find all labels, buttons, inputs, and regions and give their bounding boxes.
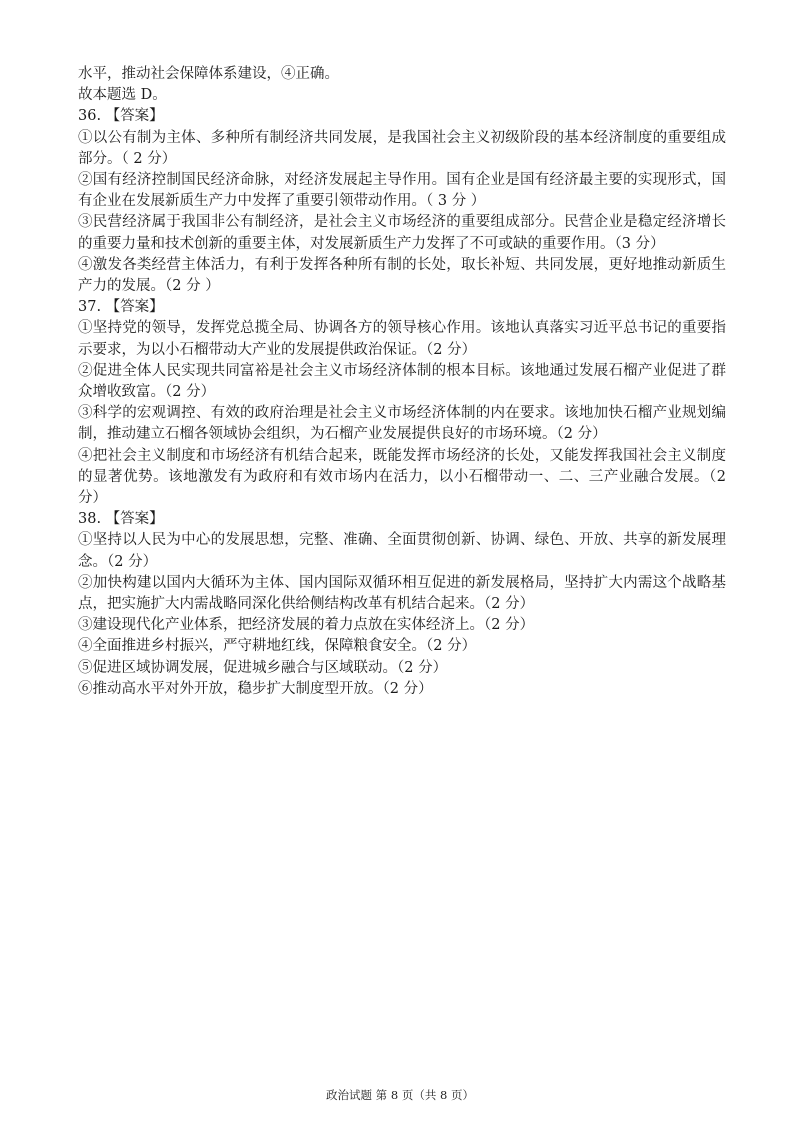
answer-38-point-3: ③建设现代化产业体系，把经济发展的着力点放在实体经济上。（2 分） [78, 617, 535, 634]
answer-36-point-2: ②国有经济控制国民经济命脉，对经济发展起主导作用。国有企业是国有经济最主要的实现形式，国有企业在发展新质生产力中发挥了重要引领带动作用。（ 3 分 ） [78, 172, 726, 210]
answer-38-point-4: ④全面推进乡村振兴，严守耕地红线，保障粮食安全。（2 分） [78, 638, 477, 655]
answer-36-point-1: ①以公有制为主体、多种所有制经济共同发展，是我国社会主义初级阶段的基本经济制度的重要组成部分。（ 2 分） [78, 129, 726, 167]
answer-38-point-1: ①坚持以人民为中心的发展思想，完整、准确、全面贯彻创新、协调、绿色、开放、共享的新发展理念。（2 分） [78, 532, 726, 570]
answer-38-point-6: ⑥推动高水平对外开放，稳步扩大制度型开放。（2 分） [78, 680, 433, 697]
text-line-continuation: 水平，推动社会保障体系建设，④正确。 [78, 66, 339, 82]
answer-37-point-4: ④把社会主义制度和市场经济有机结合起来，既能发挥市场经济的长处，又能发挥我国社会主义制度的显著优势。该地激发有为政府和有效市场内在活力，以小石榴带动一、二、三产业融合发展。（2 分） [78, 447, 726, 507]
question-36-heading: 36. 【答案】 [78, 108, 164, 125]
answer-37-point-2: ②促进全体人民实现共同富裕是社会主义市场经济体制的根本目标。该地通过发展石榴产业促进了群众增收致富。（2 分） [78, 362, 726, 401]
answer-text-block [78, 64, 726, 700]
answer-38-point-2: ②加快构建以国内大循环为主体、国内国际双循环相互促进的新发展格局，坚持扩大内需这个战略基点，把实施扩大内需战略同深化供给侧结构改革有机结合起来。（2 分） [78, 574, 726, 613]
answer-37-point-3: ③科学的宏观调控、有效的政府治理是社会主义市场经济体制的内在要求。该地加快石榴产业规划编制，推动建立石榴各领域协会组织，为石榴产业发展提供良好的市场环境。（2 分） [78, 405, 726, 443]
answer-38-point-5: ⑤促进区域协调发展，促进城乡融合与区域联动。（2 分） [78, 659, 448, 676]
page-footer: 政治试题 第 8 页（共 8 页） [326, 1088, 474, 1102]
answer-37-point-1: ①坚持党的领导，发挥党总揽全局、协调各方的领导核心作用。该地认真落实习近平总书记的重要指示要求，为以小石榴带动大产业的发展提供政治保证。（2 分） [78, 320, 726, 358]
answer-36-point-4: ④激发各类经营主体活力，有利于发挥各种所有制的长处，取长补短、共同发展，更好地推动新质生产力的发展。（2 分 ） [78, 256, 726, 295]
text-line-conclusion: 故本题选 D。 [78, 87, 167, 104]
answer-36-point-3: ③民营经济属于我国非公有制经济，是社会主义市场经济的重要组成部分。民营企业是稳定经济增长的重要力量和技术创新的重要主体，对发展新质生产力发挥了不可或缺的重要作用。（3 分） [78, 214, 726, 252]
question-37-heading: 37. 【答案】 [78, 299, 164, 316]
question-38-heading: 38. 【答案】 [78, 511, 164, 528]
